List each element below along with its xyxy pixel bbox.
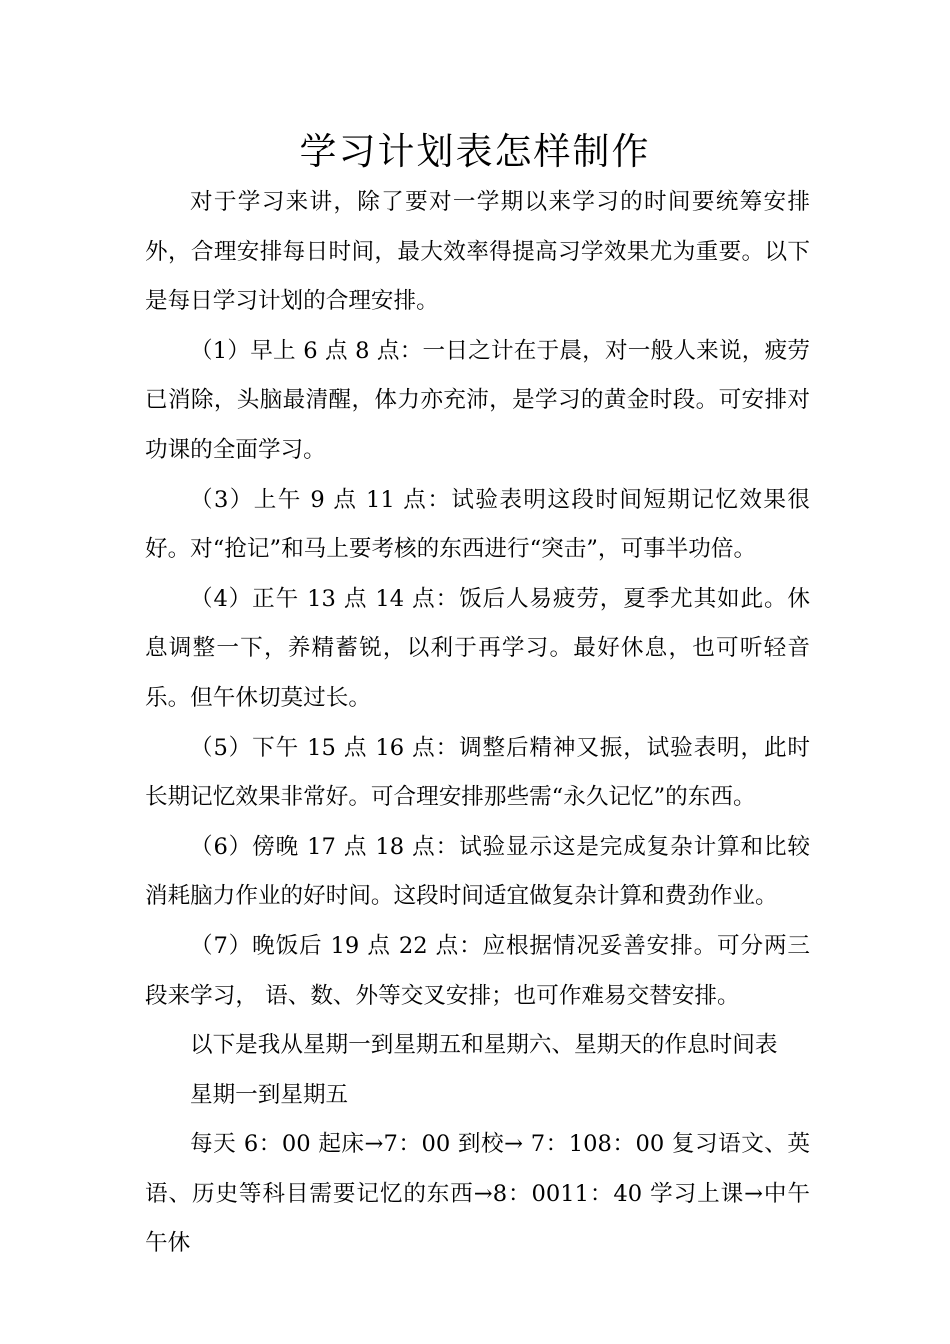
document-title: 学习计划表怎样制作: [299, 130, 651, 173]
paragraph-intro: 对于学习来讲，除了要对一学期以来学习的时间要统筹安排外，合理安排每日时间，最大效率得提高习学效果尤为重要。以下是每日学习计划的合理安排。: [145, 189, 810, 315]
paragraph-morning: （1）早上 6 点 8 点：一日之计在于晨，对一般人来说，疲劳已消除，头脑最清醒，体力亦充沛，是学习的黄金时段。可安排对功课的全面学习。: [145, 337, 810, 463]
paragraph-noon: （4）正午 13 点 14 点：饭后人易疲劳，夏季尤其如此。休息调整一下，养精蓄锐，以利于再学习。最好休息，也可听轻音乐。但午休切莫过长。: [145, 585, 810, 711]
paragraph-forenoon: （3）上午 9 点 11 点：试验表明这段时间短期记忆效果很好。对“抢记”和马上要考核的东西进行“突击”，可事半功倍。: [145, 486, 810, 563]
paragraph-afternoon: （5）下午 15 点 16 点：调整后精神又振，试验表明，此时长期记忆效果非常好。可合理安排那些需“永久记忆”的东西。: [145, 734, 810, 811]
paragraph-evening: （6）傍晚 17 点 18 点：试验显示这是完成复杂计算和比较消耗脑力作业的好时间。这段时间适宜做复杂计算和费劲作业。: [145, 833, 810, 910]
paragraph-weekday-schedule: 每天 6：00 起床→7：00 到校→ 7：108：00 复习语文、英语、历史等科目需要记忆的东西→8：0011：40 学习上课→中午午休: [145, 1131, 810, 1257]
paragraph-schedule-intro: 以下是我从星期一到星期五和星期六、星期天的作息时间表: [190, 1032, 778, 1059]
document-body: [145, 178, 810, 1269]
paragraph-night: （7）晚饭后 19 点 22 点：应根据情况妥善安排。可分两三段来学习， 语、数、外等交叉安排；也可作难易交替安排。: [145, 932, 810, 1009]
paragraph-weekday-heading: 星期一到星期五: [190, 1081, 349, 1108]
